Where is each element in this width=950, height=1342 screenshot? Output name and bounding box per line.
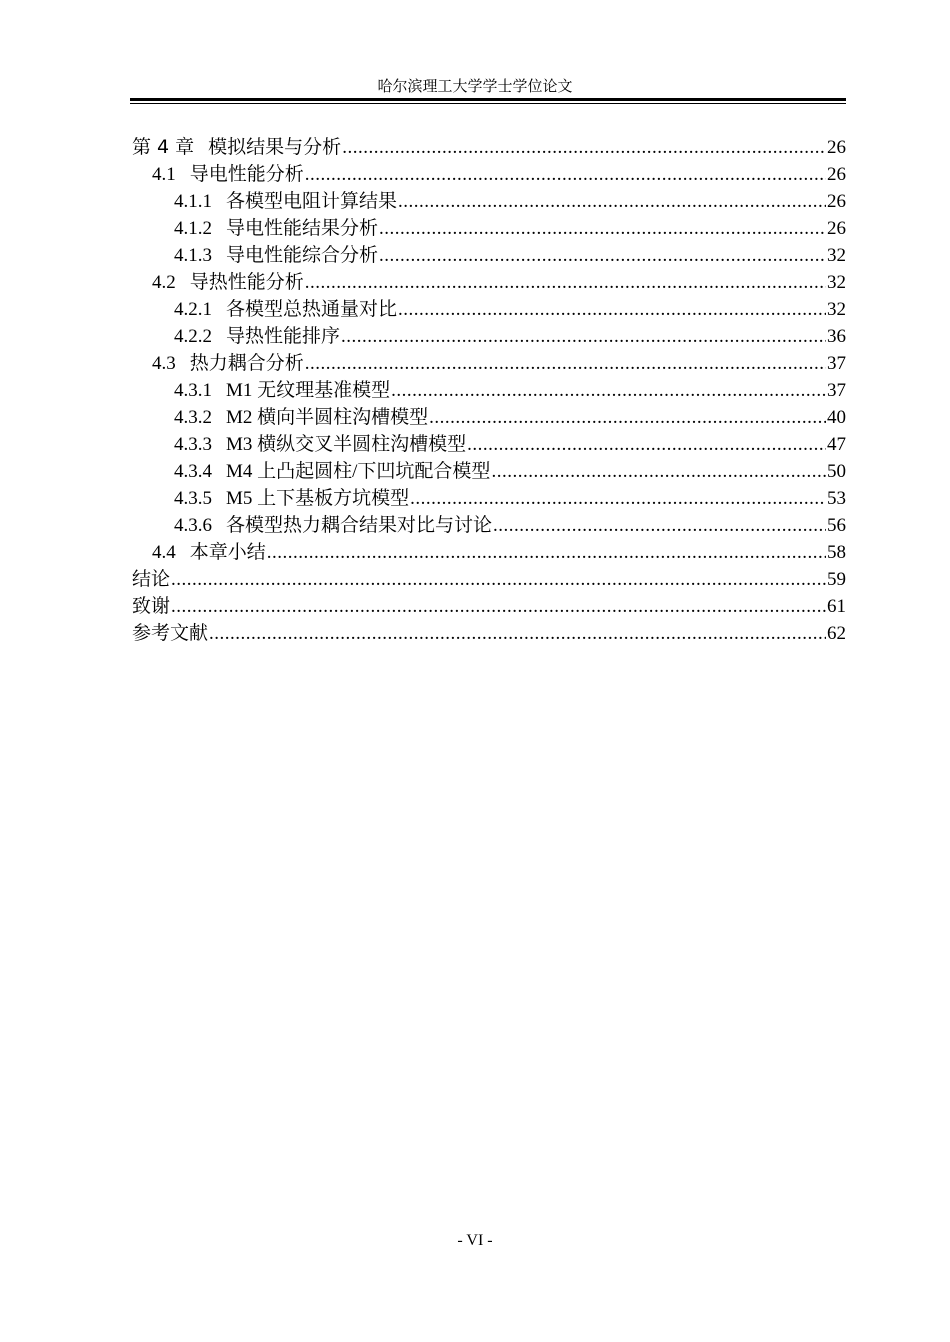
toc-dot-leader bbox=[410, 485, 826, 512]
toc-entry-conclusion[interactable] bbox=[130, 566, 846, 593]
toc-entry-4-3-2[interactable] bbox=[130, 404, 846, 431]
toc-dot-leader bbox=[379, 242, 826, 269]
toc-entry-title: M5 上下基板方坑模型 bbox=[226, 488, 410, 509]
toc-entry-title: 模拟结果与分析 bbox=[208, 136, 342, 158]
toc-entry-page: 26 bbox=[827, 164, 846, 185]
toc-entry-title: 各模型热力耦合结果对比与讨论 bbox=[226, 515, 493, 536]
toc-entry-page: 62 bbox=[827, 623, 846, 644]
toc-entry-number: 4.3.2 bbox=[174, 407, 212, 428]
toc-entry-chapter-4[interactable] bbox=[130, 134, 846, 161]
toc-entry-4-3-5[interactable] bbox=[130, 485, 846, 512]
toc-entry-acknowledgements[interactable] bbox=[130, 593, 846, 620]
toc-dot-leader bbox=[342, 134, 826, 161]
toc-entry-number: 第 4 章 bbox=[132, 136, 195, 158]
toc-dot-leader bbox=[429, 404, 826, 431]
toc-entry-page: 50 bbox=[827, 461, 846, 482]
toc-entry-4-4[interactable] bbox=[130, 539, 846, 566]
toc-dot-leader bbox=[379, 215, 826, 242]
toc-entry-title: M3 横纵交叉半圆柱沟槽模型 bbox=[226, 434, 467, 455]
toc-entry-number: 4.3.4 bbox=[174, 461, 212, 482]
toc-entry-4-1-2[interactable] bbox=[130, 215, 846, 242]
toc-dot-leader bbox=[171, 593, 826, 620]
toc-entry-page: 26 bbox=[827, 137, 846, 158]
toc-entry-title: 参考文献 bbox=[132, 622, 209, 644]
running-header-title: 哈尔滨理工大学学士学位论文 bbox=[377, 79, 573, 95]
toc-entry-4-3-1[interactable] bbox=[130, 377, 846, 404]
toc-dot-leader bbox=[305, 350, 826, 377]
toc-entry-4-3-4[interactable] bbox=[130, 458, 846, 485]
toc-dot-leader bbox=[391, 377, 826, 404]
toc-entry-page: 26 bbox=[827, 218, 846, 239]
toc-entry-number: 4.1 bbox=[152, 164, 176, 185]
toc-entry-4-3[interactable] bbox=[130, 350, 846, 377]
toc-entry-number: 4.2.1 bbox=[174, 299, 212, 320]
toc-entry-title: 导热性能分析 bbox=[189, 272, 304, 293]
toc-entry-page: 58 bbox=[827, 542, 846, 563]
toc-entry-title: 各模型电阻计算结果 bbox=[226, 191, 398, 212]
toc-entry-page: 47 bbox=[827, 434, 846, 455]
toc-entry-title: M4 上凸起圆柱/下凹坑配合模型 bbox=[226, 461, 491, 482]
toc-entry-title: 导电性能综合分析 bbox=[226, 245, 379, 266]
toc-entry-number: 4.3.1 bbox=[174, 380, 212, 401]
toc-dot-leader bbox=[398, 188, 826, 215]
toc-entry-page: 32 bbox=[827, 245, 846, 266]
toc-entry-title: 导电性能结果分析 bbox=[226, 218, 379, 239]
toc-entry-4-2[interactable] bbox=[130, 269, 846, 296]
toc-dot-leader bbox=[267, 539, 826, 566]
toc-entry-page: 61 bbox=[827, 596, 846, 617]
toc-entry-number: 4.3.5 bbox=[174, 488, 212, 509]
toc-entry-4-3-6[interactable] bbox=[130, 512, 846, 539]
table-of-contents bbox=[130, 134, 846, 647]
toc-entry-title: M1 无纹理基准模型 bbox=[226, 380, 391, 401]
toc-dot-leader bbox=[493, 512, 826, 539]
toc-entry-number: 4.1.2 bbox=[174, 218, 212, 239]
toc-entry-4-2-1[interactable] bbox=[130, 296, 846, 323]
toc-entry-4-2-2[interactable] bbox=[130, 323, 846, 350]
toc-entry-title: 导热性能排序 bbox=[226, 326, 341, 347]
header-rule-thin bbox=[130, 103, 846, 104]
toc-entry-references[interactable] bbox=[130, 620, 846, 647]
toc-entry-title: 本章小结 bbox=[189, 542, 266, 563]
toc-dot-leader bbox=[305, 161, 826, 188]
toc-entry-title: 结论 bbox=[132, 568, 171, 590]
toc-entry-title: 热力耦合分析 bbox=[189, 353, 304, 374]
toc-entry-page: 32 bbox=[827, 299, 846, 320]
toc-entry-page: 53 bbox=[827, 488, 846, 509]
toc-entry-4-3-3[interactable] bbox=[130, 431, 846, 458]
toc-entry-number: 4.2 bbox=[152, 272, 176, 293]
toc-entry-4-1-3[interactable] bbox=[130, 242, 846, 269]
toc-entry-number: 4.3.6 bbox=[174, 515, 212, 536]
toc-dot-leader bbox=[209, 620, 826, 647]
toc-dot-leader bbox=[171, 566, 826, 593]
toc-entry-page: 59 bbox=[827, 569, 846, 590]
toc-entry-page: 40 bbox=[827, 407, 846, 428]
toc-entry-title: 各模型总热通量对比 bbox=[226, 299, 398, 320]
page-number-footer: - VI - bbox=[457, 1232, 493, 1249]
toc-entry-number: 4.3.3 bbox=[174, 434, 212, 455]
toc-dot-leader bbox=[491, 458, 826, 485]
toc-entry-number: 4.1.3 bbox=[174, 245, 212, 266]
toc-dot-leader bbox=[305, 269, 826, 296]
toc-entry-title: M2 横向半圆柱沟槽模型 bbox=[226, 407, 429, 428]
toc-entry-4-1[interactable] bbox=[130, 161, 846, 188]
toc-entry-page: 37 bbox=[827, 353, 846, 374]
toc-entry-page: 36 bbox=[827, 326, 846, 347]
toc-entry-title: 致谢 bbox=[132, 595, 171, 617]
header-rule-thick bbox=[130, 98, 846, 101]
toc-dot-leader bbox=[467, 431, 826, 458]
toc-entry-number: 4.2.2 bbox=[174, 326, 212, 347]
toc-entry-number: 4.4 bbox=[152, 542, 176, 563]
toc-entry-page: 26 bbox=[827, 191, 846, 212]
toc-entry-title: 导电性能分析 bbox=[189, 164, 304, 185]
toc-dot-leader bbox=[398, 296, 826, 323]
toc-entry-page: 32 bbox=[827, 272, 846, 293]
toc-entry-number: 4.1.1 bbox=[174, 191, 212, 212]
toc-entry-4-1-1[interactable] bbox=[130, 188, 846, 215]
toc-entry-page: 37 bbox=[827, 380, 846, 401]
toc-entry-number: 4.3 bbox=[152, 353, 176, 374]
toc-dot-leader bbox=[341, 323, 826, 350]
toc-entry-page: 56 bbox=[827, 515, 846, 536]
